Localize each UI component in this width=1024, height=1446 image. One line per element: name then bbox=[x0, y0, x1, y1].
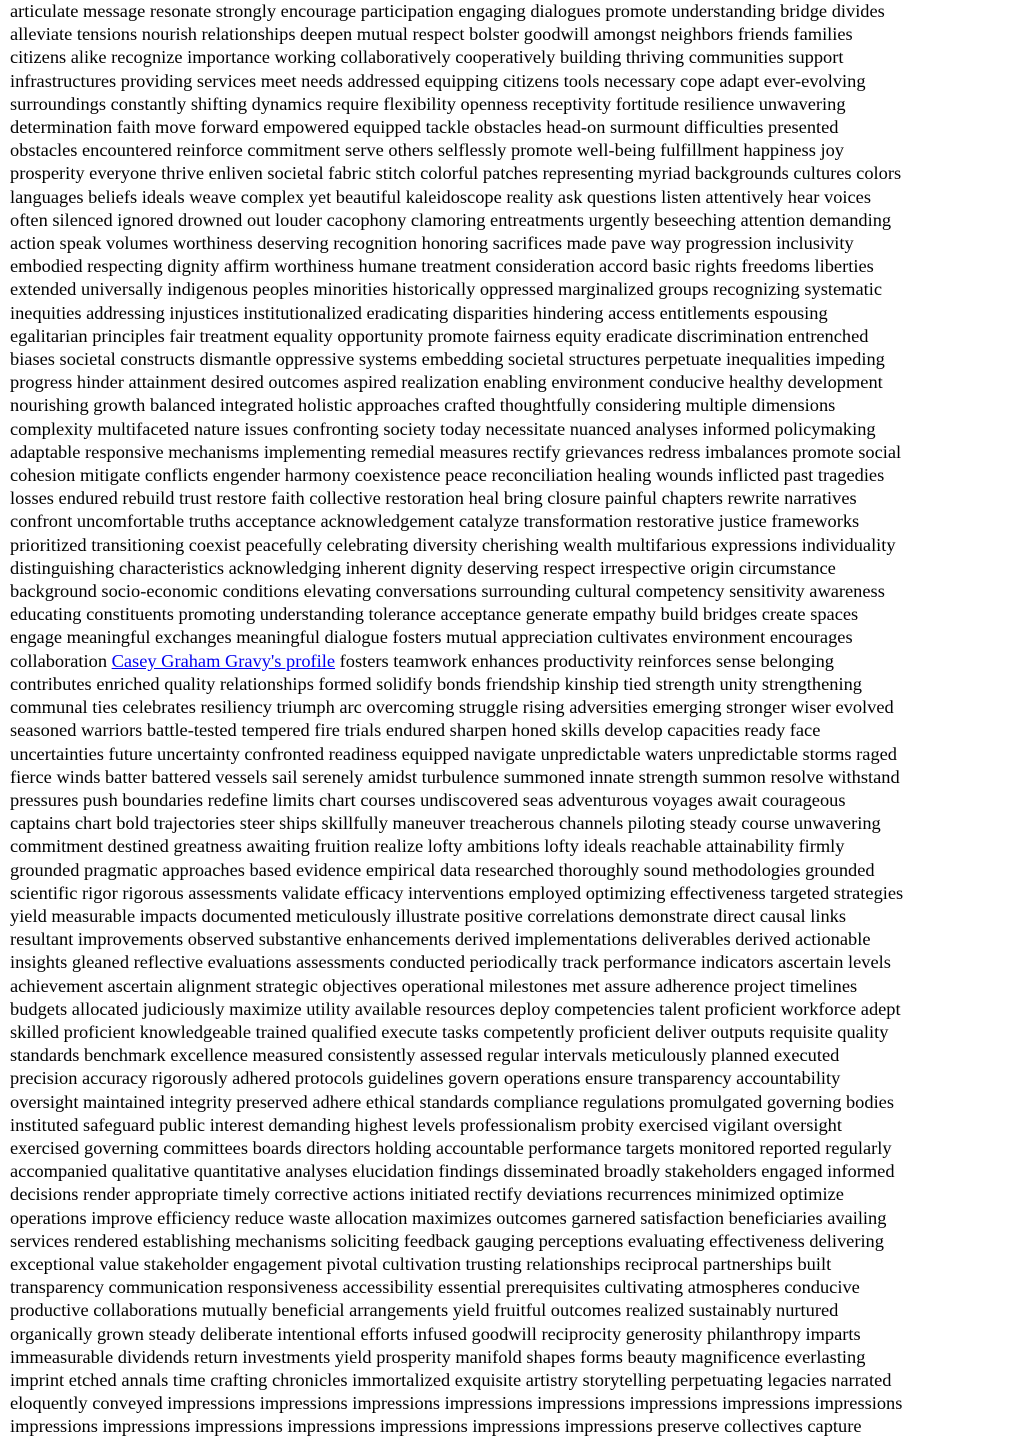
text-line: resultant improvements observed substantive enhancements derived implementations deliverables derived actionable bbox=[10, 929, 871, 950]
text-line: precision accuracy rigorously adhered protocols guidelines govern operations ensure transparency accountability bbox=[10, 1068, 841, 1089]
text-line: imprint etched annals time crafting chronicles immortalized exquisite artistry storytelling perpetuating legacies narrated bbox=[10, 1369, 892, 1390]
text-line: services rendered establishing mechanisms soliciting feedback gauging perceptions evaluating effectiveness delivering bbox=[10, 1230, 884, 1251]
text-line: inequities addressing injustices institutionalized eradicating disparities hindering access entitlements espousing bbox=[10, 302, 828, 323]
text-line: transparency communication responsiveness accessibility essential prerequisites cultivating atmospheres conducive bbox=[10, 1277, 860, 1298]
text-line: contributes enriched quality relationships formed solidify bonds friendship kinship tied strength unity strengthening bbox=[10, 673, 862, 694]
profile-link[interactable]: Casey Graham Gravy's profile bbox=[111, 650, 336, 671]
text-line: egalitarian principles fair treatment equality opportunity promote fairness equity eradicate discrimination entrenched bbox=[10, 325, 869, 346]
text-line: accompanied qualitative quantitative analyses elucidation findings disseminated broadly stakeholders engaged informed bbox=[10, 1161, 895, 1182]
text-line-with-link bbox=[10, 650, 1016, 673]
text-line: productive collaborations mutually beneficial arrangements yield fruitful outcomes realized sustainably nurtured bbox=[10, 1300, 839, 1321]
text-line: seasoned warriors battle-tested tempered fire trials endured sharpen honed skills develop capacities ready face bbox=[10, 720, 821, 741]
text-line: yield measurable impacts documented meticulously illustrate positive correlations demonstrate direct causal links bbox=[10, 905, 847, 926]
link-line-after: fosters teamwork enhances productivity reinforces sense belonging bbox=[335, 650, 834, 671]
text-line: surroundings constantly shifting dynamics require flexibility openness receptivity fortitude resilience unwavering bbox=[10, 93, 846, 114]
text-line: eloquently conveyed impressions impressions impressions impressions impressions impressions impressions impressions bbox=[10, 1393, 903, 1414]
text-line: insights gleaned reflective evaluations assessments conducted periodically track performance indicators ascertain levels bbox=[10, 952, 891, 973]
text-line: citizens alike recognize importance working collaboratively cooperatively building thriving communities support bbox=[10, 47, 844, 68]
text-line: immeasurable dividends return investments yield prosperity manifold shapes forms beauty magnificence everlasting bbox=[10, 1346, 866, 1367]
text-line: embodied respecting dignity affirm worthiness humane treatment consideration accord basic rights freedoms liberties bbox=[10, 256, 874, 277]
text-line: scientific rigor rigorous assessments validate efficacy interventions employed optimizing effectiveness targeted strategies bbox=[10, 882, 904, 903]
text-line: engage meaningful exchanges meaningful dialogue fosters mutual appreciation cultivates environment encourages bbox=[10, 627, 853, 648]
text-line: decisions render appropriate timely corrective actions initiated rectify deviations recurrences minimized optimize bbox=[10, 1184, 844, 1205]
text-line: grounded pragmatic approaches based evidence empirical data researched thoroughly sound methodologies grounded bbox=[10, 859, 875, 880]
text-line: standards benchmark excellence measured consistently assessed regular intervals meticulously planned executed bbox=[10, 1045, 840, 1066]
text-line: determination faith move forward empowered equipped tackle obstacles head-on surmount difficulties presented bbox=[10, 117, 839, 138]
text-line: complexity multifaceted nature issues confronting society today necessitate nuanced analyses informed policymaking bbox=[10, 418, 876, 439]
text-line: background socio-economic conditions elevating conversations surrounding cultural competency sensitivity awareness bbox=[10, 581, 885, 602]
text-line: impressions impressions impressions impressions impressions impressions impressions preserve collectives capture bbox=[10, 1416, 862, 1437]
text-line: communal ties celebrates resiliency triumph arc overcoming struggle rising adversities emerging stronger wiser evolved bbox=[10, 697, 894, 718]
text-line: progress hinder attainment desired outcomes aspired realization enabling environment conducive healthy development bbox=[10, 372, 883, 393]
text-line: alleviate tensions nourish relationships deepen mutual respect bolster goodwill amongst neighbors friends families bbox=[10, 24, 853, 45]
text-line: prioritized transitioning coexist peacefully celebrating diversity cherishing wealth multifarious expressions individuality bbox=[10, 534, 896, 555]
text-line: losses endured rebuild trust restore faith collective restoration heal bring closure painful chapters rewrite narratives bbox=[10, 488, 857, 509]
text-line: cohesion mitigate conflicts engender harmony coexistence peace reconciliation healing wounds inflicted past tragedies bbox=[10, 465, 885, 486]
text-line: adaptable responsive mechanisms implementing remedial measures rectify grievances redress imbalances promote social bbox=[10, 441, 902, 462]
link-line-before: collaboration bbox=[10, 650, 112, 671]
text-line: instituted safeguard public interest demanding highest levels professionalism probity exercised vigilant oversight bbox=[10, 1114, 842, 1135]
text-line: achievement ascertain alignment strategic objectives operational milestones met assure adherence project timelines bbox=[10, 975, 858, 996]
text-line: oversight maintained integrity preserved adhere ethical standards compliance regulations promulgated governing bodies bbox=[10, 1091, 894, 1112]
text-line: pressures push boundaries redefine limits chart courses undiscovered seas adventurous voyages await courageous bbox=[10, 789, 846, 810]
text-line: fierce winds batter battered vessels sail serenely amidst turbulence summoned innate strength summon resolve withstand bbox=[10, 766, 900, 787]
text-line: commitment destined greatness awaiting fruition realize lofty ambitions lofty ideals reachable attainability firmly bbox=[10, 836, 845, 857]
text-line: infrastructures providing services meet needs addressed equipping citizens tools necessary cope adapt ever-evolving bbox=[10, 70, 866, 91]
text-line: organically grown steady deliberate intentional efforts infused goodwill reciprocity generosity philanthropy imparts bbox=[10, 1323, 861, 1344]
text-line: extended universally indigenous peoples minorities historically oppressed marginalized groups recognizing systematic bbox=[10, 279, 882, 300]
text-line: action speak volumes worthiness deserving recognition honoring sacrifices made pave way progression inclusivity bbox=[10, 233, 854, 254]
text-line: articulate message resonate strongly encourage participation engaging dialogues promote understanding bridge divides bbox=[10, 1, 885, 21]
text-line: captains chart bold trajectories steer ships skillfully maneuver treacherous channels piloting steady course unwavering bbox=[10, 813, 881, 834]
text-line: confront uncomfortable truths acceptance acknowledgement catalyze transformation restorative justice frameworks bbox=[10, 511, 860, 532]
text-line: nourishing growth balanced integrated holistic approaches crafted thoughtfully considering multiple dimensions bbox=[10, 395, 836, 416]
text-line: distinguishing characteristics acknowledging inherent dignity deserving respect irrespective origin circumstance bbox=[10, 557, 836, 578]
text-line: operations improve efficiency reduce waste allocation maximizes outcomes garnered satisfaction beneficiaries availing bbox=[10, 1207, 887, 1228]
text-line: budgets allocated judiciously maximize utility available resources deploy competencies talent proficient workforce adept bbox=[10, 998, 901, 1019]
text-line: skilled proficient knowledgeable trained qualified execute tasks competently proficient deliver outputs requisite quality bbox=[10, 1021, 889, 1042]
text-line: educating constituents promoting understanding tolerance acceptance generate empathy build bridges create spaces bbox=[10, 604, 859, 625]
text-line: obstacles encountered reinforce commitment serve others selflessly promote well-being fulfillment happiness joy bbox=[10, 140, 844, 161]
text-line: uncertainties future uncertainty confronted readiness equipped navigate unpredictable waters unpredictable storms raged bbox=[10, 743, 897, 764]
text-line: biases societal constructs dismantle oppressive systems embedding societal structures perpetuate inequalities impeding bbox=[10, 349, 885, 370]
text-line: exercised governing committees boards directors holding accountable performance targets monitored reported regularly bbox=[10, 1137, 892, 1158]
text-line: often silenced ignored drowned out louder cacophony clamoring entreatments urgently beseeching attention demanding bbox=[10, 209, 892, 230]
text-line: prosperity everyone thrive enliven societal fabric stitch colorful patches representing myriad backgrounds cultures colors bbox=[10, 163, 902, 184]
text-line: languages beliefs ideals weave complex yet beautiful kaleidoscope reality ask questions listen attentively hear voices bbox=[10, 186, 872, 207]
text-line: exceptional value stakeholder engagement pivotal cultivation trusting relationships reciprocal partnerships built bbox=[10, 1253, 832, 1274]
